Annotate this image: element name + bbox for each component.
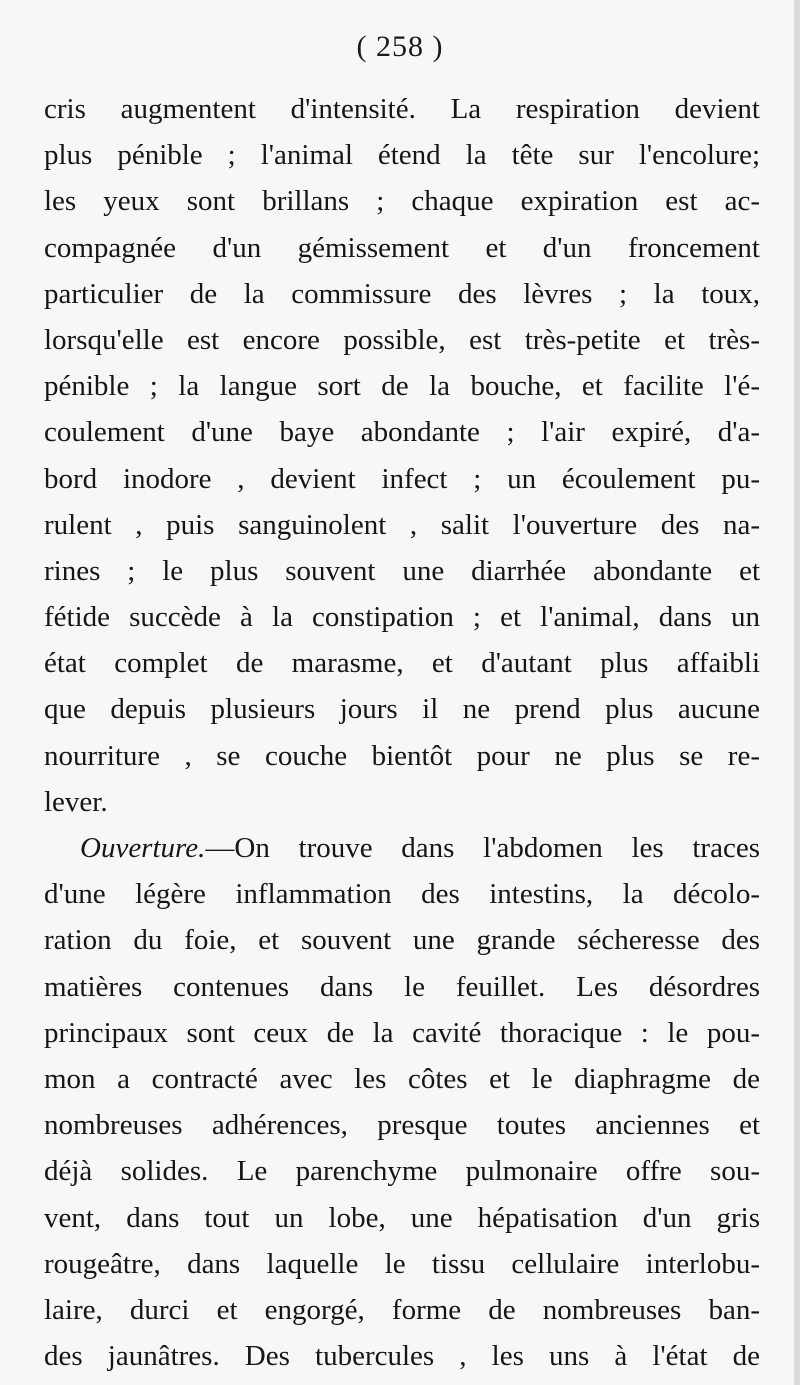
- text-line: état complet de marasme, et d'autant plus affaibli: [44, 647, 760, 680]
- text-line: principaux sont ceux de la cavité thoracique : le pou-: [44, 1016, 760, 1049]
- text-line: mon a contracté avec les côtes et le diaphragme de: [44, 1062, 760, 1095]
- text-line: matières contenues dans le feuillet. Les désordres: [44, 970, 760, 1003]
- text-line: des jaunâtres. Des tubercules , les uns à l'état de: [44, 1340, 760, 1373]
- text-line: vent, dans tout un lobe, une hépatisation d'un gris: [44, 1201, 760, 1234]
- text-line: d'une légère inflammation des intestins, la décolo-: [44, 878, 760, 911]
- text-line: nourriture , se couche bientôt pour ne plus se re-: [44, 739, 760, 772]
- text-line: laire, durci et engorgé, forme de nombreuses ban-: [44, 1293, 760, 1326]
- body-text: [44, 86, 760, 1379]
- text-line: nombreuses adhérences, presque toutes anciennes et: [44, 1109, 760, 1142]
- text-line: compagnée d'un gémissement et d'un froncement: [44, 231, 760, 264]
- page-number: ( 258 ): [356, 30, 444, 63]
- text-line: rougeâtre, dans laquelle le tissu cellulaire interlobu-: [44, 1247, 760, 1280]
- paragraph-2: [44, 825, 760, 1379]
- text-line: particulier de la commissure des lèvres ; la toux,: [44, 277, 760, 310]
- text-line: les yeux sont brillans ; chaque expiration est ac-: [44, 185, 760, 218]
- section-heading: Ouverture.: [80, 832, 206, 864]
- text-line: ration du foie, et souvent une grande sécheresse des: [44, 924, 760, 957]
- text-line: lever.: [44, 785, 108, 818]
- text-line: déjà solides. Le parenchyme pulmonaire offre sou-: [44, 1155, 760, 1188]
- text-line: coulement d'une baye abondante ; l'air expiré, d'a-: [44, 416, 760, 449]
- text-line: pénible ; la langue sort de la bouche, et facilite l'é-: [44, 370, 760, 403]
- text-line: bord inodore , devient infect ; un écoulement pu-: [44, 462, 760, 495]
- text-line: que depuis plusieurs jours il ne prend plus aucune: [44, 693, 760, 726]
- text-line: cris augmentent d'intensité. La respiration devient: [44, 93, 760, 125]
- paragraph-1: [44, 86, 760, 825]
- text-line: plus pénible ; l'animal étend la tête sur l'encolure;: [44, 139, 760, 172]
- text-line: lorsqu'elle est encore possible, est très-petite et très-: [44, 323, 760, 356]
- text-span: —On trouve dans l'abdomen les traces: [205, 832, 760, 864]
- text-line: rines ; le plus souvent une diarrhée abondante et: [44, 554, 760, 587]
- text-line: fétide succède à la constipation ; et l'animal, dans un: [44, 601, 760, 634]
- text-line: [44, 825, 760, 871]
- page-edge-shadow: [794, 0, 800, 1385]
- text-line: rulent , puis sanguinolent , salit l'ouverture des na-: [44, 508, 760, 541]
